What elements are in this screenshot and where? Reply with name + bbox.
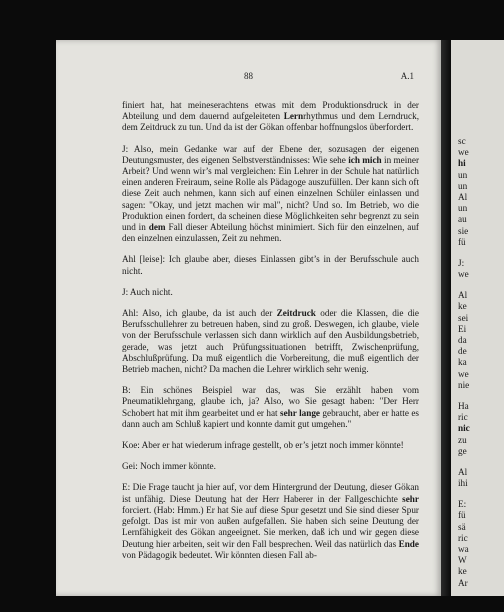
line-fragment bbox=[458, 313, 504, 324]
paragraph-gap bbox=[458, 248, 504, 258]
text-run: Al bbox=[458, 191, 468, 202]
line-fragment bbox=[458, 290, 504, 301]
text-run: Al bbox=[458, 290, 468, 301]
paragraph bbox=[122, 144, 419, 245]
line-fragment bbox=[458, 544, 504, 555]
text-run: J: bbox=[458, 257, 465, 268]
line-fragment bbox=[458, 258, 504, 269]
text-run: Ei bbox=[458, 323, 467, 334]
text-run: wa bbox=[458, 544, 469, 554]
text-run: da bbox=[458, 335, 467, 345]
line-fragment bbox=[458, 324, 504, 335]
text-run: ke bbox=[458, 301, 467, 312]
page-number: 88 bbox=[244, 71, 253, 81]
text-run: J: Also, mein Gedanke war auf der Ebene der, sozusagen der eigenen Deutungsmuster, des eigenen Selbstverständnisses: Wie sehe bbox=[122, 143, 419, 165]
text-run: W bbox=[458, 555, 467, 566]
text-run: oder die Klassen, die die Berufsschullehrer zu betreuen haben, sind zu groß. Deswegen, ich glaube, viele von der Berufsschule verlassen sich dann wirklich auf den Ausbildungsbetrieb, gerade, was jetzt auch Prüfungssituationen betrifft, Zwischenprüfung, Abschlußprüfung. Da muß eigentlich die Vorbereitung, die muß eigentlich der Betrieb machen, nicht? Da machen die Lehrer wirklich sehr wenig. bbox=[122, 308, 419, 375]
line-fragment bbox=[458, 522, 504, 533]
text-run: sie bbox=[458, 225, 469, 236]
text-run: Ahl: Also, ich glaube, da ist auch der bbox=[122, 308, 277, 319]
line-fragment bbox=[458, 566, 504, 577]
line-fragment bbox=[458, 203, 504, 214]
text-run: B: Ein schönes Beispiel war das, was Sie erzählt haben vom Pneumatiklehrgang, glaube ich, ja? Also, wo Sie gesagt haben: "Der Herr Schobert hat mit ihm gearbeitet und er hat bbox=[122, 385, 419, 418]
text-run: un bbox=[458, 169, 468, 180]
text-run: Ar bbox=[458, 577, 468, 588]
book-page bbox=[56, 40, 441, 596]
line-fragment bbox=[458, 578, 504, 589]
text-run: zu bbox=[458, 434, 467, 445]
bold-emphasis: Lern bbox=[283, 111, 304, 122]
text-run: sei bbox=[458, 312, 469, 323]
line-fragment bbox=[458, 357, 504, 368]
text-run: au bbox=[458, 214, 467, 225]
text-run: forciert. (Hab: Hmm.) Er hat Sie auf diese Spur gesetzt und Sie sind dieser Spur gefolgt. Das ist mir von außen aufgefallen. Sie haben sich seine Deutung der Lernfähigkeit des Gökan angeeignet. Sie merken, daß ich und wir gegen diese Deutung hier arbeiten, seit wir den Fall besprechen. Weil das natürlich das bbox=[122, 504, 419, 549]
line-fragment bbox=[458, 478, 504, 489]
page-body bbox=[122, 100, 419, 571]
text-run: Gei: Noch immer könnte. bbox=[122, 461, 216, 472]
line-fragment bbox=[458, 423, 504, 434]
text-run: ke bbox=[458, 566, 467, 577]
paragraph-gap bbox=[458, 457, 504, 467]
text-run: gebraucht, aber er hatte es dann auch am Schluß kapiert und konnte damit gut umgehen." bbox=[122, 407, 419, 429]
paragraph-gap bbox=[458, 489, 504, 499]
text-run: un bbox=[458, 180, 468, 191]
bold-emphasis: ich mich bbox=[348, 154, 382, 165]
line-fragment bbox=[458, 335, 504, 346]
line-fragment bbox=[458, 499, 504, 510]
line-fragment bbox=[458, 555, 504, 566]
paragraph bbox=[122, 482, 419, 560]
text-run: sä bbox=[458, 521, 466, 532]
bold-emphasis: sehr lange bbox=[280, 407, 321, 418]
text-run: Ahl [leise]: Ich glaube aber, dieses Einlassen gibt’s in der Berufsschule auch nicht. bbox=[122, 254, 419, 276]
text-run: Koe: Aber er hat wiederum infrage gestellt, ob er’s jetzt noch immer könnte! bbox=[122, 440, 404, 451]
line-fragment bbox=[458, 369, 504, 380]
line-fragment bbox=[458, 533, 504, 544]
paragraph bbox=[122, 287, 419, 298]
paragraph-gap bbox=[458, 280, 504, 290]
line-fragment bbox=[458, 136, 504, 147]
line-fragment bbox=[458, 467, 504, 478]
text-run: sc bbox=[458, 136, 466, 146]
line-fragment bbox=[458, 158, 504, 169]
line-fragment bbox=[458, 435, 504, 446]
line-fragment bbox=[458, 446, 504, 457]
line-fragment bbox=[458, 170, 504, 181]
text-run: Fall dieser Abteilung höchst minimiert. Sich für den einzelnen, auf den einzelnen einzulassen, Zeit zu nehmen. bbox=[122, 222, 419, 244]
line-fragment bbox=[458, 269, 504, 280]
paragraph bbox=[122, 385, 419, 430]
text-run: we bbox=[458, 368, 469, 379]
text-run: ric bbox=[458, 412, 468, 423]
line-fragment bbox=[458, 214, 504, 225]
paragraph-gap bbox=[458, 391, 504, 401]
text-run: fü bbox=[458, 236, 466, 247]
text-run: finiert hat, hat meineserachtens etwas mit dem Produktionsdruck in der Abteilung und dem dauernd aufgeleiteten bbox=[122, 100, 419, 122]
bold-emphasis: Ende bbox=[398, 538, 419, 549]
text-run: von Pädagogik bedeutet. Wir könnten diesen Fall ab- bbox=[122, 549, 317, 560]
text-run: de bbox=[458, 346, 467, 357]
text-run: un bbox=[458, 203, 468, 214]
bold-emphasis: nic bbox=[458, 423, 470, 434]
line-fragment bbox=[458, 181, 504, 192]
line-fragment bbox=[458, 226, 504, 237]
page-tag: A.1 bbox=[400, 71, 414, 81]
line-fragment bbox=[458, 192, 504, 203]
line-fragment bbox=[458, 147, 504, 158]
text-run: ka bbox=[458, 357, 467, 368]
text-run: rhythmus und dem Lerndruck, dem Zeitdruck zu tun. Und da ist der Gökan offenbar hoffnungslos überfordert. bbox=[122, 111, 419, 133]
text-run: nie bbox=[458, 379, 470, 390]
text-run: Ha bbox=[458, 400, 469, 411]
text-run: E: Die Frage taucht ja hier auf, vor dem Hintergrund der Deutung, dieser Gökan ist unfähig. Diese Deutung hat der Herr Haberer in der Fallgeschichte bbox=[122, 482, 419, 504]
text-run: ge bbox=[458, 445, 467, 456]
text-run: in meiner Arbeit? Und wenn wir’s mal vergleichen: Ein Lehrer in der Schule hat natürlich einen anderen Freiraum, seine Rolle als Pädagoge auszufüllen. Der kann sich oft diese Zeit auch nehmen, kann sich auf einen einzelnen Schüler einlassen und sagen: "Okay, und jetzt machen wir mal", nicht? Und so. Im Betrieb, wo die Produktion einen fordert, da scheinen diese Möglichkeiten sehr begrenzt zu sein und in bbox=[122, 154, 420, 233]
facing-page-text bbox=[458, 136, 504, 589]
paragraph bbox=[122, 440, 419, 451]
bold-emphasis: dem bbox=[148, 222, 166, 233]
paragraph bbox=[122, 100, 419, 134]
line-fragment bbox=[458, 510, 504, 521]
line-fragment bbox=[458, 380, 504, 391]
text-run: ihi bbox=[458, 478, 468, 489]
bold-emphasis: sehr bbox=[402, 493, 419, 504]
line-fragment bbox=[458, 401, 504, 412]
paragraph bbox=[122, 461, 419, 472]
book-spine bbox=[441, 40, 451, 596]
text-run: we bbox=[458, 147, 469, 158]
text-run: we bbox=[458, 269, 469, 280]
line-fragment bbox=[458, 346, 504, 357]
paragraph bbox=[122, 308, 419, 375]
text-run: E: bbox=[458, 499, 467, 510]
text-run: fü bbox=[458, 510, 466, 521]
text-run: ric bbox=[458, 532, 468, 543]
line-fragment bbox=[458, 237, 504, 248]
line-fragment bbox=[458, 412, 504, 423]
text-run: J: Auch nicht. bbox=[122, 286, 173, 297]
text-run: Al bbox=[458, 466, 468, 477]
facing-page bbox=[451, 40, 504, 596]
bold-emphasis: hi bbox=[458, 158, 466, 169]
paragraph bbox=[122, 254, 419, 276]
line-fragment bbox=[458, 301, 504, 312]
bold-emphasis: Zeitdruck bbox=[276, 308, 316, 319]
